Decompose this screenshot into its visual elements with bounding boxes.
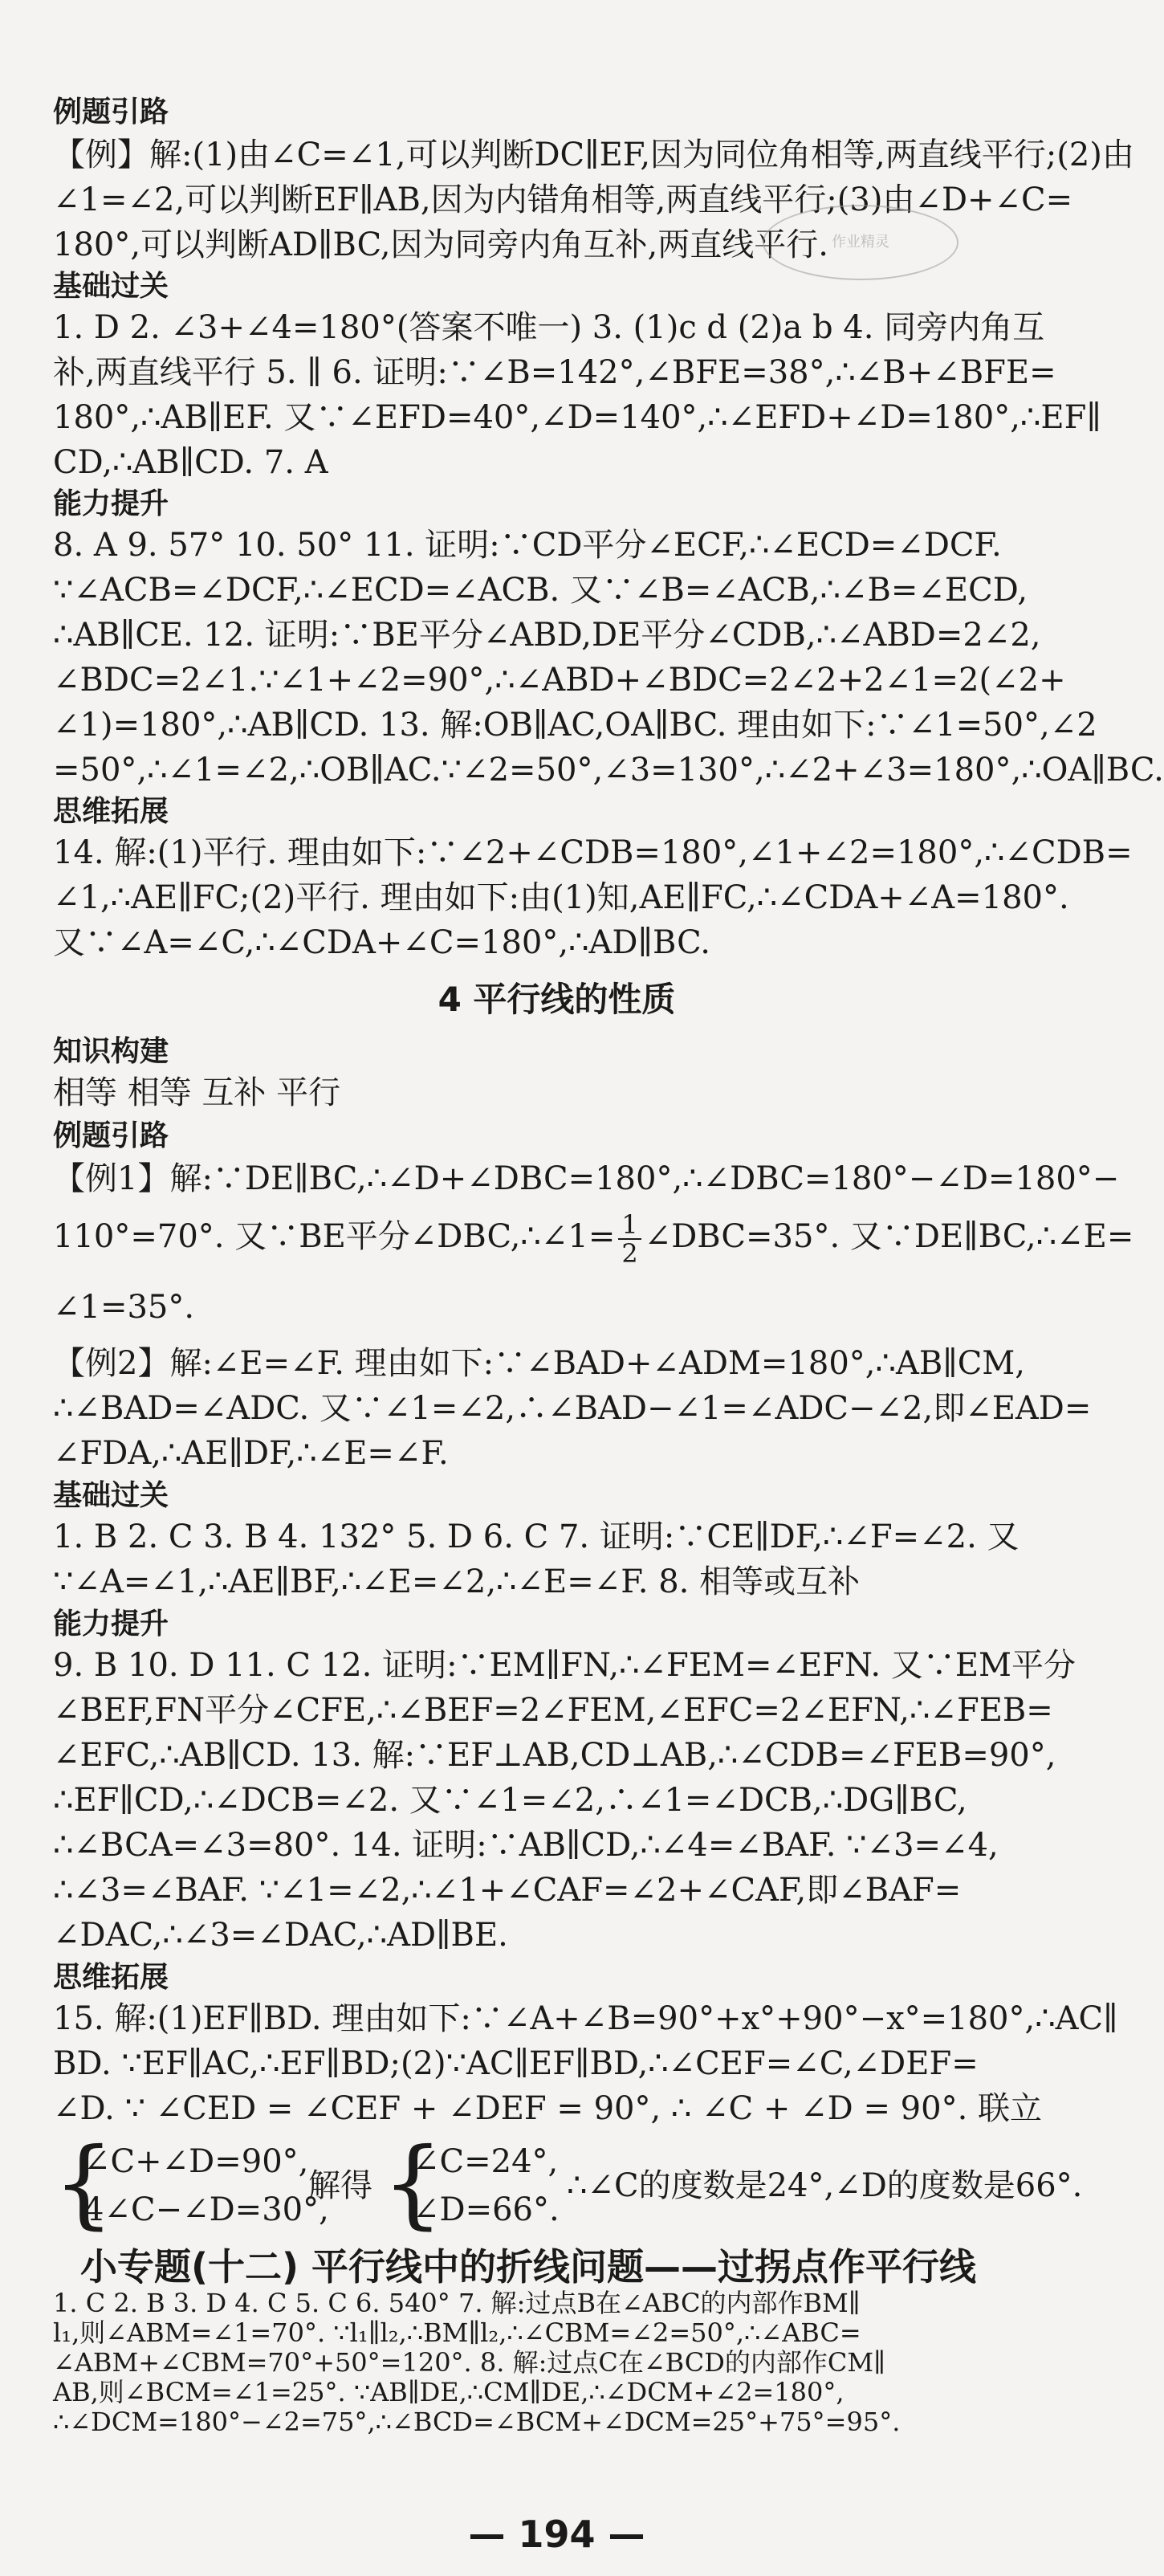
text-line: ∠BEF,FN平分∠CFE,∴∠BEF=2∠FEM,∠EFC=2∠EFN,∴∠FEB= (53, 1692, 1053, 1729)
section-title: 4 平行线的性质 (438, 980, 676, 1019)
text-line: ∴∠BAD=∠ADC. 又∵∠1=∠2,∴∠BAD−∠1=∠ADC−∠2,即∠EAD= (53, 1390, 1092, 1427)
text-line: 相等 相等 互补 平行 (53, 1074, 341, 1111)
text-line: 14. 解:(1)平行. 理由如下:∵∠2+∠CDB=180°,∠1+∠2=180°,∴∠CDB= (53, 834, 1133, 871)
text-line: ∴∠BCA=∠3=80°. 14. 证明:∵AB∥CD,∴∠4=∠BAF. ∵∠3=∠4, (53, 1827, 999, 1864)
page-number: — 194 — (468, 2513, 645, 2556)
text-line: 【例】解:(1)由∠C=∠1,可以判断DC∥EF,因为同位角相等,两直线平行;(2)由 (53, 137, 1134, 173)
text-line: ∴∠DCM=180°−∠2=75°,∴∠BCD=∠BCM+∠DCM=25°+75°=95°. (53, 2407, 901, 2437)
section-heading: 思维拓展 (53, 795, 169, 828)
equation-system (53, 2128, 1083, 2240)
watermark-stamp (763, 205, 958, 280)
text-line: 8. A 9. 57° 10. 50° 11. 证明:∵CD平分∠ECF,∴∠ECD=∠DCF. (53, 527, 1002, 564)
fraction-numerator: 1 (618, 1211, 641, 1240)
text-line: 15. 解:(1)EF∥BD. 理由如下:∵∠A+∠B=90°+x°+90°−x°=180°,∴AC∥ (53, 2000, 1118, 2037)
text-line: CD,∴AB∥CD. 7. A (53, 444, 328, 481)
text-line: ∴∠3=∠BAF. ∵∠1=∠2,∴∠1+∠CAF=∠2+∠CAF,即∠BAF= (53, 1872, 962, 1909)
left-brace: { (53, 2128, 115, 2240)
text-line: ∠1)=180°,∴AB∥CD. 13. 解:OB∥AC,OA∥BC. 理由如下:∵∠1=50°,∠2 (53, 707, 1097, 744)
text-line: l₁,则∠ABM=∠1=70°. ∵l₁∥l₂,∴BM∥l₂,∴∠CBM=∠2=50°,∴∠ABC= (53, 2317, 861, 2348)
section-heading: 例题引路 (53, 1119, 169, 1152)
text-line-with-fraction (53, 1204, 1134, 1269)
text-line: ∠D. ∵ ∠CED = ∠CEF + ∠DEF = 90°, ∴ ∠C + ∠D = 90°. 联立 (53, 2090, 1043, 2127)
text-line: ∵∠ACB=∠DCF,∴∠ECD=∠ACB. 又∵∠B=∠ACB,∴∠B=∠ECD, (53, 572, 1028, 609)
text-line: 1. C 2. B 3. D 4. C 5. C 6. 540° 7. 解:过点B在∠ABC的内部作BM∥ (53, 2288, 861, 2318)
text-line: AB,则∠BCM=∠1=25°. ∵AB∥DE,∴CM∥DE,∴∠DCM+∠2=180°, (53, 2377, 845, 2407)
text-segment: 110°=70°. 又∵BE平分∠DBC,∴∠1= (53, 1218, 616, 1255)
text-line: 180°,可以判断AD∥BC,因为同旁内角互补,两直线平行. (53, 226, 828, 263)
text-line: ∵∠A=∠1,∴AE∥BF,∴∠E=∠2,∴∠E=∠F. 8. 相等或互补 (53, 1563, 861, 1600)
text-line: 又∵∠A=∠C,∴∠CDA+∠C=180°,∴AD∥BC. (53, 924, 710, 961)
text-line: 【例1】解:∵DE∥BC,∴∠D+∠DBC=180°,∴∠DBC=180°−∠D=180°− (53, 1160, 1120, 1197)
text-line: 1. B 2. C 3. B 4. 132° 5. D 6. C 7. 证明:∵CE∥DF,∴∠F=∠2. 又 (53, 1518, 1020, 1555)
text-line: ∴EF∥CD,∴∠DCB=∠2. 又∵∠1=∠2,∴∠1=∠DCB,∴DG∥BC, (53, 1782, 967, 1819)
text-segment: ∠DBC=35°. 又∵DE∥BC,∴∠E= (644, 1218, 1134, 1255)
section-heading: 知识构建 (53, 1035, 169, 1068)
text-line: ∴AB∥CE. 12. 证明:∵BE平分∠ABD,DE平分∠CDB,∴∠ABD=2∠2, (53, 617, 1041, 654)
text-line: 补,两直线平行 5. ∥ 6. 证明:∵∠B=142°,∠BFE=38°,∴∠B+∠BFE= (53, 354, 1056, 391)
equation-2: 4∠C−∠D=30°, (83, 2191, 329, 2228)
text-line: 【例2】解:∠E=∠F. 理由如下:∵∠BAD+∠ADM=180°,∴AB∥CM, (53, 1345, 1025, 1382)
fraction-denominator: 2 (621, 1238, 638, 1269)
text-line: ∠ABM+∠CBM=70°+50°=120°. 8. 解:过点C在∠BCD的内部作CM∥ (53, 2347, 885, 2378)
section-heading: 基础过关 (53, 270, 169, 303)
text-line: 1. D 2. ∠3+∠4=180°(答案不唯一) 3. (1)c d (2)a b 4. 同旁内角互 (53, 309, 1045, 346)
section-heading: 能力提升 (53, 487, 169, 520)
result-1: ∠C=24°, (413, 2143, 559, 2180)
text-line: ∠BDC=2∠1.∵∠1+∠2=90°,∴∠ABD+∠BDC=2∠2+2∠1=2(∠2+ (53, 662, 1066, 699)
section-heading: 基础过关 (53, 1479, 169, 1512)
text-line: ∠1,∴AE∥FC;(2)平行. 理由如下:由(1)知,AE∥FC,∴∠CDA+∠A=180°. (53, 879, 1069, 916)
section-heading: 思维拓展 (53, 1961, 169, 1994)
left-brace: { (382, 2128, 444, 2240)
section-heading: 能力提升 (53, 1608, 169, 1641)
fraction (618, 1211, 641, 1267)
conclusion: ∴∠C的度数是24°,∠D的度数是66°. (567, 2167, 1083, 2204)
text-line: 180°,∴AB∥EF. 又∵∠EFD=40°,∠D=140°,∴∠EFD+∠D=180°,∴EF∥ (53, 399, 1101, 436)
text-line: =50°,∴∠1=∠2,∴OB∥AC.∵∠2=50°,∠3=130°,∴∠2+∠3=180°,∴OA∥BC. (53, 752, 1164, 789)
text-line: 9. B 10. D 11. C 12. 证明:∵EM∥FN,∴∠FEM=∠EFN. 又∵EM平分 (53, 1647, 1076, 1684)
result-2: ∠D=66°. (413, 2191, 560, 2228)
text-line: ∠EFC,∴AB∥CD. 13. 解:∵EF⊥AB,CD⊥AB,∴∠CDB=∠FEB=90°, (53, 1737, 1056, 1774)
text-line: BD. ∵EF∥AC,∴EF∥BD;(2)∵AC∥EF∥BD,∴∠CEF=∠C,∠DEF= (53, 2045, 979, 2082)
text-line: ∠FDA,∴AE∥DF,∴∠E=∠F. (53, 1435, 449, 1472)
solve-label: 解得 (308, 2167, 372, 2204)
page-number-value: 194 (518, 2513, 596, 2556)
equation-1: ∠C+∠D=90°, (83, 2143, 309, 2180)
text-line: ∠1=35°. (53, 1289, 195, 1326)
stamp-text: 作业精灵 (832, 234, 889, 251)
text-line: ∠DAC,∴∠3=∠DAC,∴AD∥BE. (53, 1917, 508, 1954)
section-heading: 例题引路 (53, 96, 169, 128)
special-topic-title: 小专题(十二) 平行线中的折线问题——过拐点作平行线 (80, 2245, 977, 2289)
text-line: ∠1=∠2,可以判断EF∥AB,因为内错角相等,两直线平行;(3)由∠D+∠C= (53, 181, 1073, 218)
